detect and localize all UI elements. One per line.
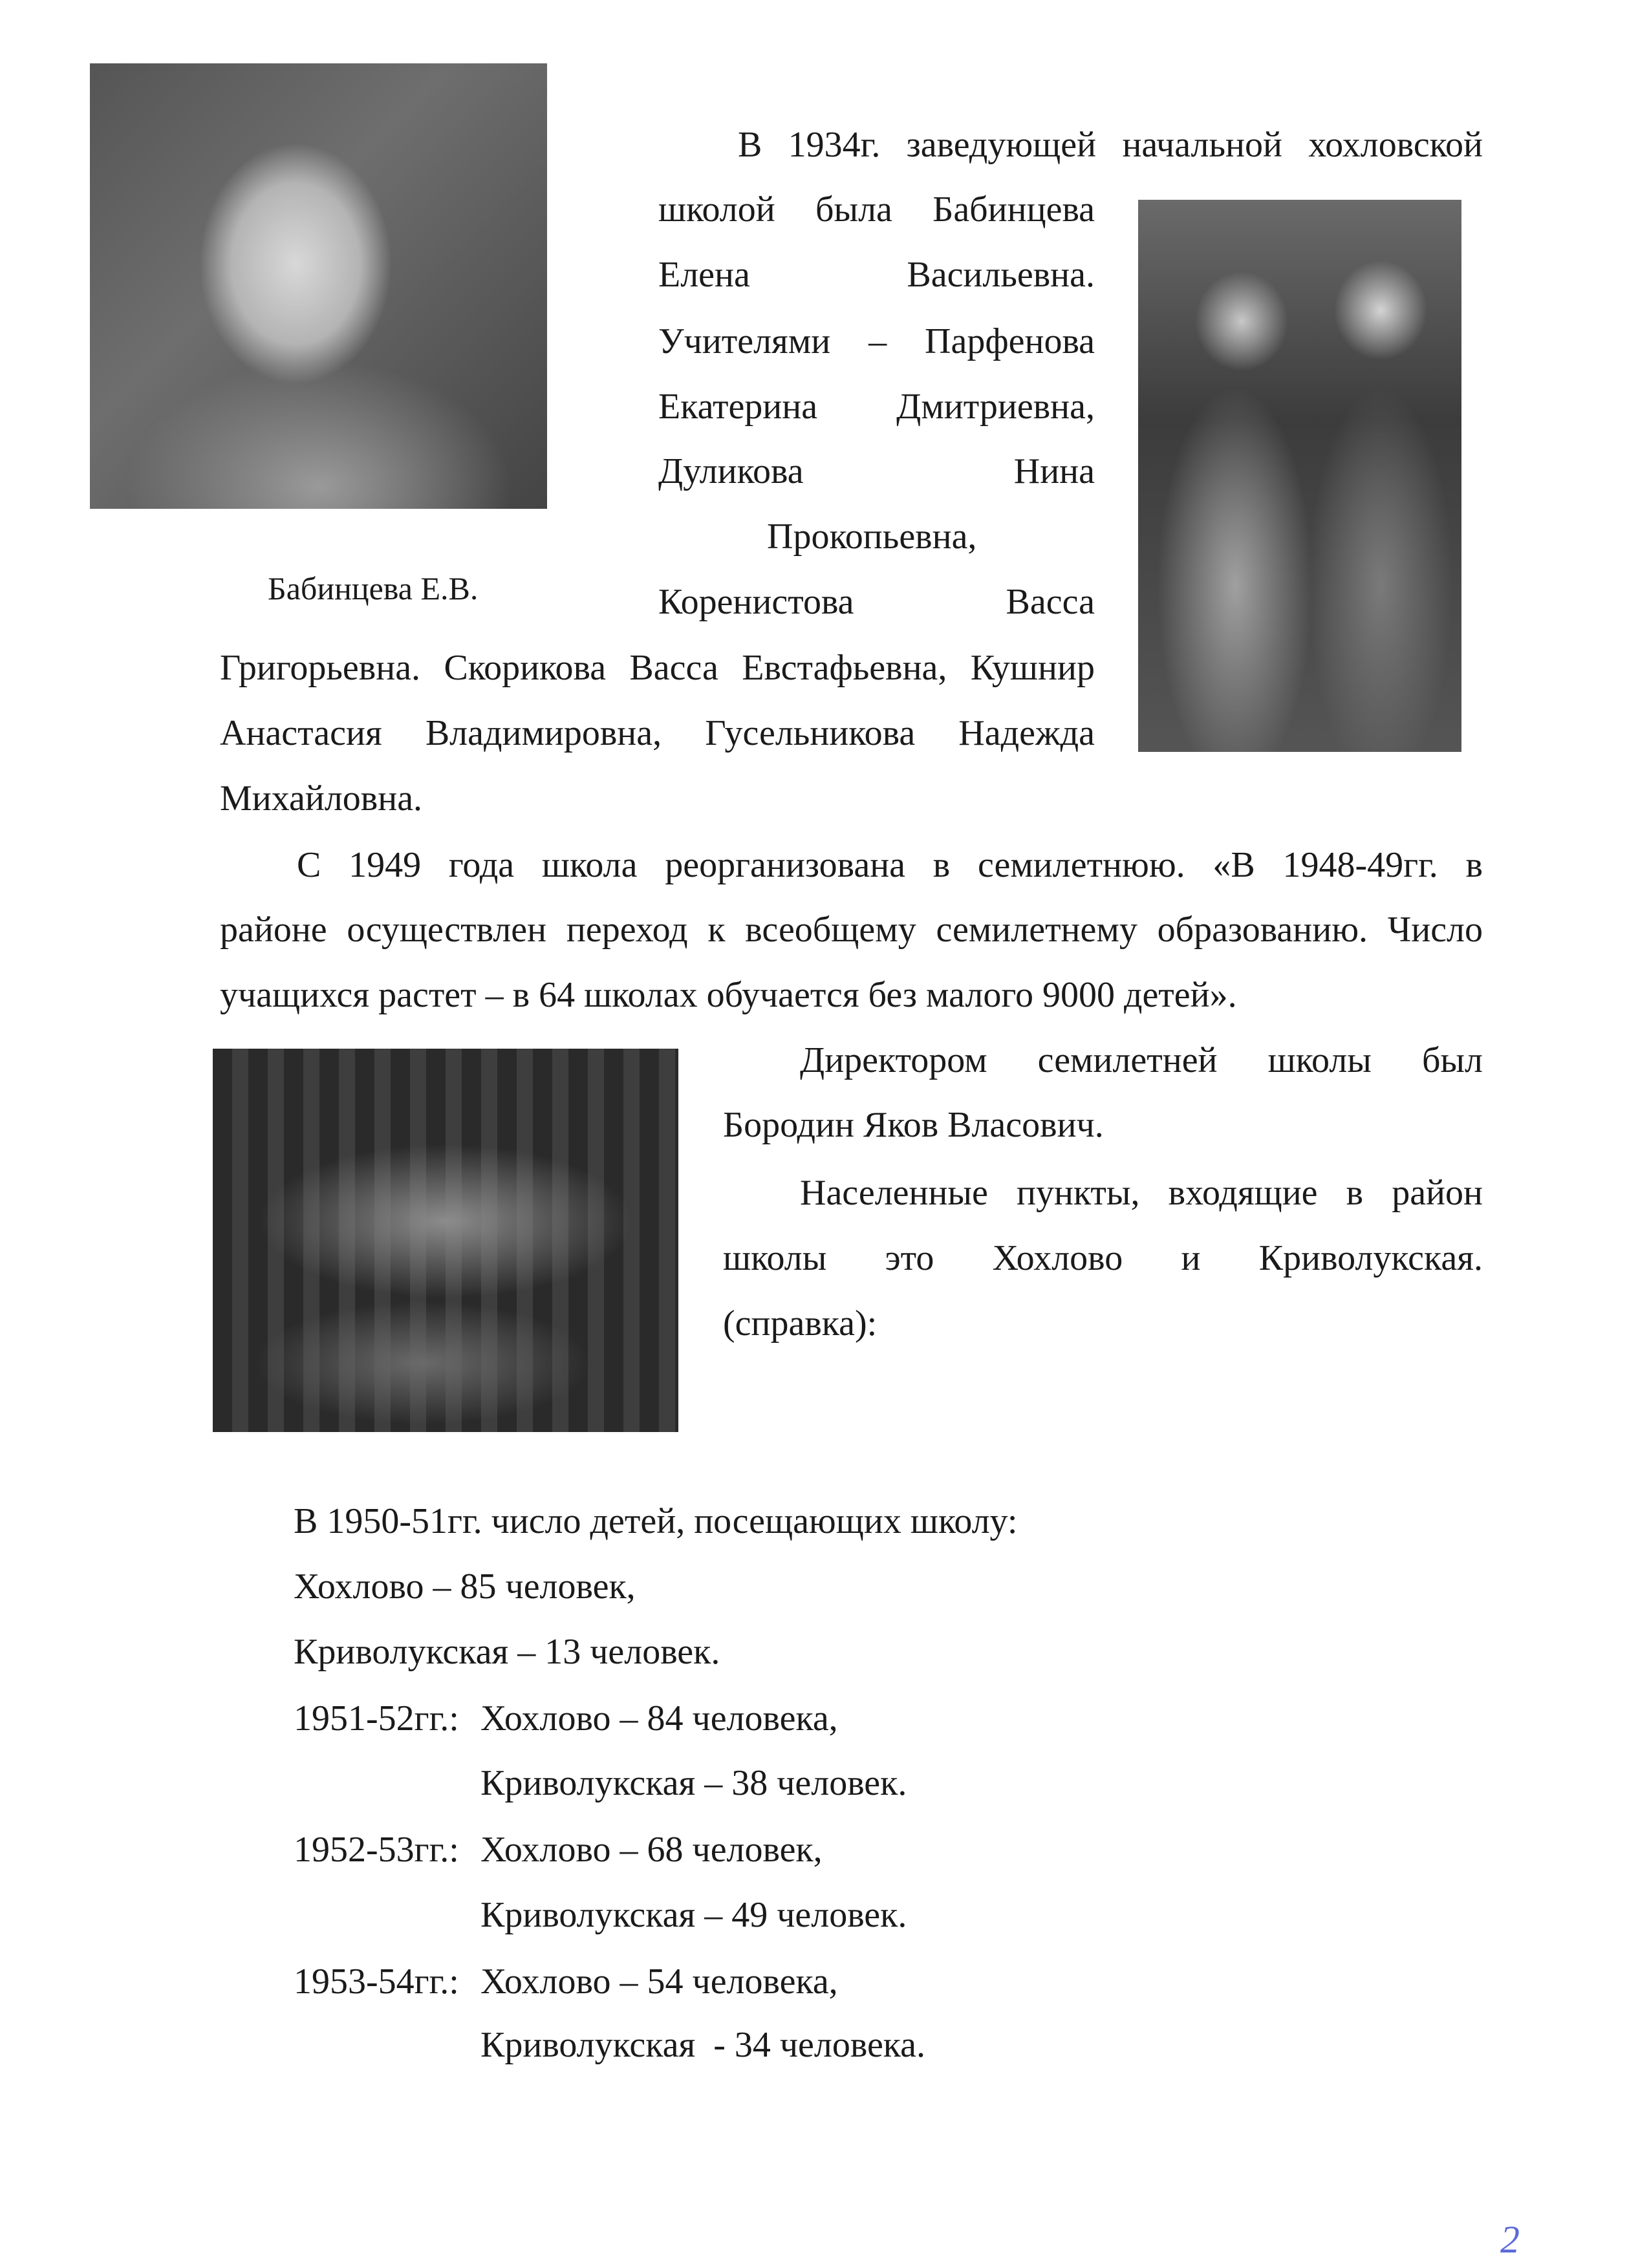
- stats-line: Криволукская – 13 человек.: [294, 1632, 720, 1672]
- stats-line: Криволукская – 38 человек.: [480, 1763, 907, 1803]
- paragraph-line: Учителями – Парфенова: [658, 321, 1095, 361]
- stats-line: Криволукская – 49 человек.: [480, 1895, 907, 1935]
- paragraph-line: учащихся растет – в 64 школах обучается без малого 9000 детей».: [220, 975, 1237, 1015]
- stats-year-label: 1952-53гг.:: [294, 1830, 459, 1870]
- stats-line: Криволукская - 34 человека.: [480, 2025, 926, 2065]
- photo-class-group: [213, 1049, 678, 1432]
- paragraph-line: Михайловна.: [220, 778, 423, 818]
- stats-line: Хохлово – 54 человека,: [480, 1962, 838, 2002]
- stats-line: Хохлово – 84 человека,: [480, 1698, 838, 1738]
- portrait-photo-babintseva: [90, 63, 547, 509]
- paragraph-line: С 1949 года школа реорганизована в семилетнюю. «В 1948-49гг. в: [297, 845, 1483, 885]
- paragraph-line: Населенные пункты, входящие в район: [800, 1173, 1483, 1213]
- paragraph-line: В 1934г. заведующей начальной хохловской: [738, 125, 1483, 165]
- paragraph-line: Елена Васильевна.: [658, 255, 1095, 295]
- stats-year-label: 1953-54гг.:: [294, 1962, 459, 2002]
- paragraph-line: школы это Хохлово и Криволукская.: [723, 1238, 1483, 1278]
- portrait-caption: Бабинцева Е.В.: [268, 570, 479, 606]
- paragraph-line: школой была Бабинцева: [658, 189, 1095, 230]
- paragraph-line: Прокопьевна,: [767, 517, 977, 557]
- paragraph-line: Григорьевна. Скорикова Васса Евстафьевна, Кушнир: [220, 648, 1095, 688]
- paragraph-line: Коренистова Васса: [658, 582, 1095, 622]
- paragraph-line: Бородин Яков Власович.: [723, 1105, 1104, 1145]
- stats-year-label: 1951-52гг.:: [294, 1698, 459, 1738]
- paragraph-line: Дуликова Нина: [658, 451, 1095, 491]
- paragraph-line: (справка):: [723, 1303, 878, 1343]
- paragraph-line: Анастасия Владимировна, Гусельникова Надежда: [220, 713, 1095, 753]
- paragraph-line: Екатерина Дмитриевна,: [658, 387, 1095, 427]
- stats-line: Хохлово – 68 человек,: [480, 1830, 823, 1870]
- page-number: 2: [1500, 2218, 1520, 2261]
- paragraph-line: районе осуществлен переход к всеобщему семилетнему образованию. Число: [220, 910, 1483, 950]
- stats-intro: В 1950-51гг. число детей, посещающих школу:: [294, 1501, 1018, 1541]
- photo-two-women: [1138, 200, 1461, 752]
- stats-line: Хохлово – 85 человек,: [294, 1567, 636, 1607]
- paragraph-line: Директором семилетней школы был: [800, 1040, 1483, 1080]
